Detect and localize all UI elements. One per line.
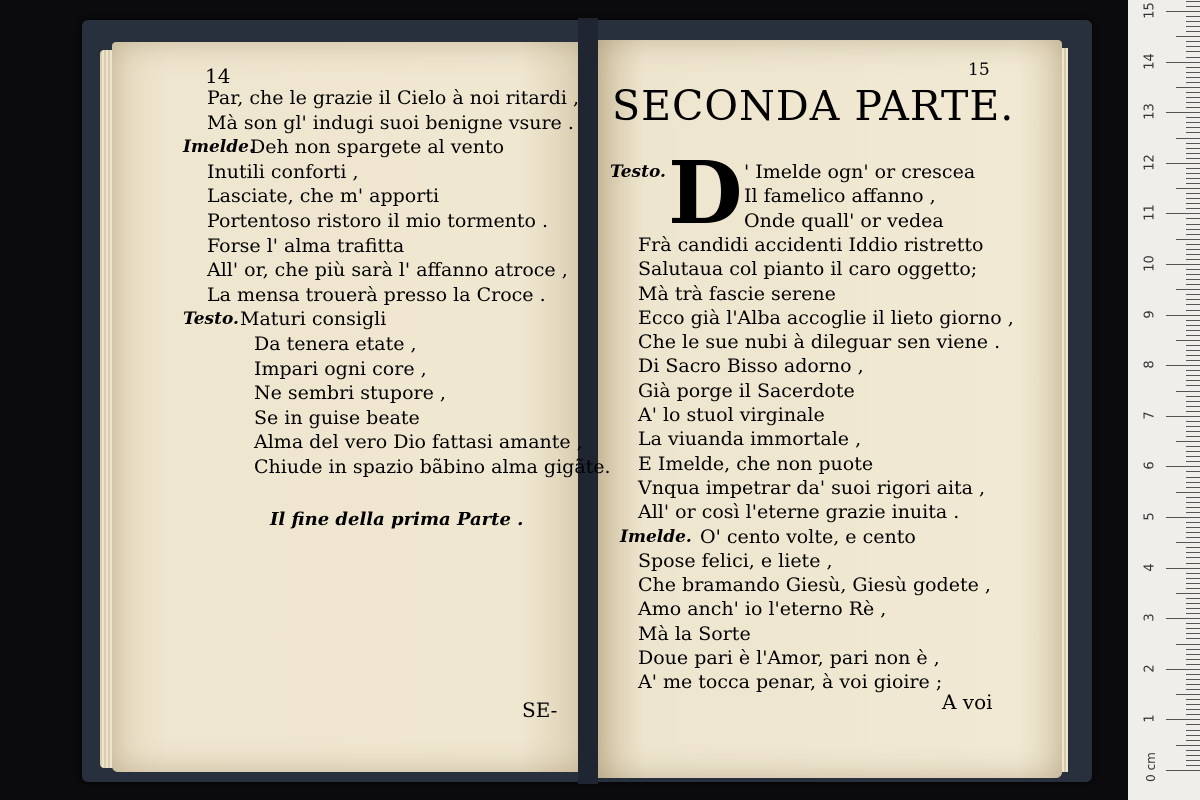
verse-line: All' or, che più sarà l' affanno atroce , bbox=[207, 259, 568, 282]
ruler-tick bbox=[1186, 603, 1200, 604]
ruler-tick bbox=[1186, 325, 1200, 326]
ruler-tick bbox=[1186, 406, 1200, 407]
ruler-tick bbox=[1186, 649, 1200, 650]
ruler-tick bbox=[1186, 370, 1200, 371]
verse-line: A' me tocca penar, à voi gioire ; bbox=[638, 671, 943, 694]
speaker-label: Imelde. bbox=[183, 137, 255, 158]
ruler-number: 14 bbox=[1142, 52, 1158, 70]
ruler-tick bbox=[1186, 709, 1200, 710]
verse-line: Mà la Sorte bbox=[638, 622, 751, 645]
ruler-tick bbox=[1186, 507, 1200, 508]
ruler-tick bbox=[1186, 127, 1200, 128]
ruler-tick bbox=[1176, 289, 1200, 290]
ruler-tick bbox=[1186, 633, 1200, 634]
ruler-tick bbox=[1186, 487, 1200, 488]
ruler-tick bbox=[1186, 750, 1200, 751]
ruler-tick bbox=[1186, 335, 1200, 336]
ruler-number: 13 bbox=[1142, 103, 1158, 120]
ruler-tick bbox=[1186, 234, 1200, 235]
verse-line: Par, che le grazie il Cielo à noi ritardi , bbox=[207, 87, 580, 109]
verse-line: Lasciate, che m' apporti bbox=[207, 185, 440, 208]
ruler-tick bbox=[1186, 279, 1200, 280]
ruler-number: 6 bbox=[1142, 461, 1158, 471]
ruler-tick bbox=[1186, 107, 1200, 108]
ruler-tick bbox=[1186, 57, 1200, 58]
verse-line: Mà son gl' indugi suoi benigne vsure . bbox=[207, 111, 574, 134]
ruler-tick bbox=[1186, 684, 1200, 685]
verse-line: Alma del vero Dio fattasi amante , bbox=[254, 431, 583, 454]
ruler-tick bbox=[1186, 628, 1200, 629]
ruler-tick bbox=[1186, 537, 1200, 538]
ruler-tick bbox=[1186, 664, 1200, 665]
ruler-tick bbox=[1186, 583, 1200, 584]
ruler-tick bbox=[1186, 310, 1200, 311]
ruler-tick bbox=[1186, 31, 1200, 32]
ruler-tick bbox=[1186, 148, 1200, 149]
ruler-tick bbox=[1186, 198, 1200, 199]
ruler-tick bbox=[1176, 87, 1200, 88]
ruler-tick bbox=[1186, 284, 1200, 285]
verse-line: La mensa trouerà presso la Croce . bbox=[207, 283, 546, 306]
ruler-unit-label: 0 cm bbox=[1143, 752, 1158, 782]
verse-line: Inutili conforti , bbox=[207, 160, 359, 183]
ruler-tick bbox=[1186, 679, 1200, 680]
ruler-tick bbox=[1166, 770, 1200, 771]
verse-line: Portentoso ristoro il mio tormento . bbox=[207, 210, 549, 232]
ruler-tick bbox=[1176, 542, 1200, 543]
verse-line: Chiude in spazio bãbino alma gigãte. bbox=[254, 456, 611, 478]
ruler-tick bbox=[1166, 264, 1200, 265]
ruler-tick bbox=[1186, 674, 1200, 675]
ruler-tick bbox=[1186, 224, 1200, 225]
ruler-tick bbox=[1186, 122, 1200, 123]
ruler-tick bbox=[1186, 6, 1200, 7]
measuring-ruler bbox=[1128, 0, 1200, 800]
book-spine bbox=[578, 18, 598, 784]
ruler-tick bbox=[1176, 239, 1200, 240]
ruler-number: 10 bbox=[1142, 255, 1158, 272]
ruler-number: 9 bbox=[1142, 309, 1158, 319]
ruler-tick bbox=[1186, 714, 1200, 715]
ruler-tick bbox=[1186, 654, 1200, 655]
verse-line: ' Imelde ogn' or crescea bbox=[744, 161, 976, 183]
ruler-tick bbox=[1186, 143, 1200, 144]
ruler-tick bbox=[1186, 203, 1200, 204]
ruler-number: 3 bbox=[1142, 613, 1158, 622]
speaker-label-first: Testo. bbox=[610, 162, 666, 182]
ruler-tick bbox=[1186, 446, 1200, 447]
ruler-tick bbox=[1186, 208, 1200, 209]
ruler-tick bbox=[1186, 183, 1200, 184]
ruler-tick bbox=[1186, 527, 1200, 528]
ruler-tick bbox=[1186, 355, 1200, 356]
ruler-tick bbox=[1186, 254, 1200, 255]
ruler-tick bbox=[1176, 391, 1200, 392]
ruler-tick bbox=[1186, 77, 1200, 78]
ruler-tick bbox=[1166, 112, 1200, 113]
ruler-tick bbox=[1186, 1, 1200, 2]
verse-line: O' cento volte, e cento bbox=[700, 525, 916, 548]
verse-line: Spose felici, e liete , bbox=[638, 549, 833, 572]
ruler-number: 8 bbox=[1142, 360, 1158, 369]
ruler-tick bbox=[1186, 638, 1200, 639]
verse-line: Già porge il Sacerdote bbox=[638, 379, 855, 402]
verse-line: Frà candidi accidenti Iddio ristretto bbox=[638, 233, 984, 256]
ruler-tick bbox=[1186, 552, 1200, 553]
ruler-tick bbox=[1186, 588, 1200, 589]
ruler-tick bbox=[1186, 16, 1200, 17]
ruler-tick bbox=[1166, 669, 1200, 670]
ruler-tick bbox=[1186, 497, 1200, 498]
right-page-number: 15 bbox=[968, 60, 990, 80]
ruler-tick bbox=[1186, 304, 1200, 305]
ruler-tick bbox=[1186, 375, 1200, 376]
verse-line: Doue pari è l'Amor, pari non è , bbox=[638, 647, 940, 669]
ruler-tick bbox=[1186, 345, 1200, 346]
ruler-tick bbox=[1186, 117, 1200, 118]
ruler-tick bbox=[1186, 158, 1200, 159]
verse-line: La viuanda immortale , bbox=[638, 428, 862, 451]
ruler-tick bbox=[1186, 699, 1200, 700]
verse-line: Il famelico affanno , bbox=[744, 185, 936, 208]
ruler-tick bbox=[1176, 340, 1200, 341]
ruler-tick bbox=[1186, 21, 1200, 22]
ruler-tick bbox=[1186, 396, 1200, 397]
ruler-tick bbox=[1186, 67, 1200, 68]
ruler-tick bbox=[1186, 735, 1200, 736]
ruler-tick bbox=[1176, 138, 1200, 139]
ruler-tick bbox=[1186, 385, 1200, 386]
verse-line: Mà trà fascie serene bbox=[638, 282, 836, 305]
drop-cap: D bbox=[668, 143, 743, 244]
ruler-tick bbox=[1166, 719, 1200, 720]
ruler-tick bbox=[1186, 659, 1200, 660]
speaker-label: Testo. bbox=[183, 309, 239, 330]
ruler-tick bbox=[1186, 97, 1200, 98]
ruler-tick bbox=[1186, 92, 1200, 93]
end-note: Il fine della prima Parte . bbox=[270, 509, 524, 530]
ruler-tick bbox=[1186, 532, 1200, 533]
ruler-tick bbox=[1186, 578, 1200, 579]
ruler-tick bbox=[1186, 426, 1200, 427]
ruler-tick bbox=[1186, 502, 1200, 503]
ruler-tick bbox=[1186, 360, 1200, 361]
verse-line: All' or così l'eterne grazie inuita . bbox=[638, 501, 960, 524]
ruler-tick bbox=[1186, 563, 1200, 564]
ruler-number: 7 bbox=[1142, 411, 1158, 420]
ruler-tick bbox=[1186, 132, 1200, 133]
ruler-tick bbox=[1186, 320, 1200, 321]
ruler-tick bbox=[1186, 623, 1200, 624]
ruler-tick bbox=[1176, 694, 1200, 695]
ruler-tick bbox=[1186, 456, 1200, 457]
ruler-tick bbox=[1186, 740, 1200, 741]
ruler-tick bbox=[1166, 213, 1200, 214]
verse-line: E Imelde, che non puote bbox=[638, 452, 874, 475]
verse-line: Che le sue nubi à dileguar sen viene . bbox=[638, 331, 1001, 354]
verse-line: Vnqua impetrar da' suoi rigori aita , bbox=[638, 476, 986, 499]
ruler-tick bbox=[1166, 416, 1200, 417]
ruler-tick bbox=[1176, 644, 1200, 645]
ruler-tick bbox=[1186, 482, 1200, 483]
ruler-tick bbox=[1186, 477, 1200, 478]
ruler-tick bbox=[1186, 274, 1200, 275]
ruler-tick bbox=[1186, 299, 1200, 300]
verse-line: Forse l' alma trafitta bbox=[207, 234, 405, 257]
ruler-tick bbox=[1176, 593, 1200, 594]
ruler-tick bbox=[1186, 598, 1200, 599]
verse-line: Di Sacro Bisso adorno , bbox=[638, 355, 864, 378]
ruler-tick bbox=[1176, 745, 1200, 746]
ruler-tick bbox=[1186, 173, 1200, 174]
ruler-tick bbox=[1166, 466, 1200, 467]
ruler-tick bbox=[1186, 765, 1200, 766]
ruler-tick bbox=[1176, 188, 1200, 189]
verse-line: Maturi consigli bbox=[240, 308, 387, 331]
ruler-tick bbox=[1186, 401, 1200, 402]
ruler-tick bbox=[1186, 168, 1200, 169]
ruler-tick bbox=[1166, 365, 1200, 366]
verse-line: Ecco già l'Alba accoglie il lieto giorno , bbox=[638, 306, 1014, 329]
ruler-tick bbox=[1186, 613, 1200, 614]
ruler-tick bbox=[1186, 330, 1200, 331]
ruler-number: 11 bbox=[1142, 204, 1158, 222]
ruler-tick bbox=[1186, 350, 1200, 351]
ruler-tick bbox=[1166, 568, 1200, 569]
ruler-number: 15 bbox=[1142, 2, 1158, 19]
ruler-tick bbox=[1166, 517, 1200, 518]
ruler-number: 12 bbox=[1142, 154, 1158, 171]
ruler-number: 1 bbox=[1142, 714, 1158, 724]
ruler-tick bbox=[1186, 411, 1200, 412]
ruler-tick bbox=[1186, 512, 1200, 513]
ruler-tick bbox=[1186, 218, 1200, 219]
ruler-tick bbox=[1186, 244, 1200, 245]
verse-line: Salutaua col pianto il caro oggetto; bbox=[638, 258, 978, 281]
ruler-tick bbox=[1186, 102, 1200, 103]
ruler-tick bbox=[1166, 618, 1200, 619]
verse-line: Da tenera etate , bbox=[254, 333, 417, 355]
ruler-tick bbox=[1186, 724, 1200, 725]
ruler-tick bbox=[1186, 153, 1200, 154]
ruler-tick bbox=[1186, 755, 1200, 756]
ruler-number: 5 bbox=[1142, 512, 1158, 521]
verse-line: Impari ogni core , bbox=[254, 357, 427, 380]
ruler-tick bbox=[1186, 46, 1200, 47]
ruler-tick bbox=[1186, 704, 1200, 705]
ruler-tick bbox=[1186, 471, 1200, 472]
ruler-tick bbox=[1186, 26, 1200, 27]
ruler-tick bbox=[1176, 492, 1200, 493]
verse-line: Che bramando Giesù, Giesù godete , bbox=[638, 574, 991, 597]
verse-line: Se in guise beate bbox=[254, 406, 420, 429]
ruler-tick bbox=[1186, 760, 1200, 761]
verse-line: Onde quall' or vedea bbox=[744, 209, 944, 232]
ruler-tick bbox=[1186, 436, 1200, 437]
ruler-tick bbox=[1176, 36, 1200, 37]
ruler-tick bbox=[1186, 730, 1200, 731]
ruler-tick bbox=[1186, 573, 1200, 574]
ruler-tick bbox=[1186, 380, 1200, 381]
ruler-tick bbox=[1186, 608, 1200, 609]
ruler-tick bbox=[1186, 522, 1200, 523]
ruler-tick bbox=[1186, 689, 1200, 690]
ruler-tick bbox=[1176, 441, 1200, 442]
ruler-tick bbox=[1186, 259, 1200, 260]
ruler-tick bbox=[1186, 249, 1200, 250]
ruler-tick bbox=[1186, 431, 1200, 432]
left-page-number: 14 bbox=[205, 64, 231, 88]
verse-line: A' lo stuol virginale bbox=[638, 404, 825, 426]
ruler-tick bbox=[1186, 547, 1200, 548]
ruler-tick bbox=[1186, 51, 1200, 52]
ruler-tick bbox=[1186, 557, 1200, 558]
ruler-tick bbox=[1166, 163, 1200, 164]
ruler-number: 4 bbox=[1142, 562, 1158, 572]
ruler-tick bbox=[1166, 11, 1200, 12]
ruler-tick bbox=[1186, 461, 1200, 462]
ruler-tick bbox=[1186, 451, 1200, 452]
ruler-tick bbox=[1186, 294, 1200, 295]
ruler-tick bbox=[1186, 421, 1200, 422]
verse-line: Ne sembri stupore , bbox=[254, 382, 446, 405]
ruler-tick bbox=[1186, 72, 1200, 73]
ruler-tick bbox=[1186, 82, 1200, 83]
left-catchword: SE- bbox=[522, 698, 558, 722]
speaker-label: Imelde. bbox=[620, 526, 692, 547]
ruler-number: 2 bbox=[1142, 664, 1158, 673]
ruler-tick bbox=[1166, 62, 1200, 63]
ruler-tick bbox=[1186, 229, 1200, 230]
section-title: SECONDA PARTE. bbox=[612, 82, 1015, 130]
ruler-tick bbox=[1186, 193, 1200, 194]
right-catchword: A voi bbox=[942, 690, 993, 714]
ruler-tick bbox=[1186, 269, 1200, 270]
ruler-tick bbox=[1186, 178, 1200, 179]
verse-line: Amo anch' io l'eterno Rè , bbox=[638, 598, 887, 621]
ruler-tick bbox=[1186, 41, 1200, 42]
verse-line: Deh non spargete al vento bbox=[250, 136, 505, 159]
ruler-tick bbox=[1166, 315, 1200, 316]
